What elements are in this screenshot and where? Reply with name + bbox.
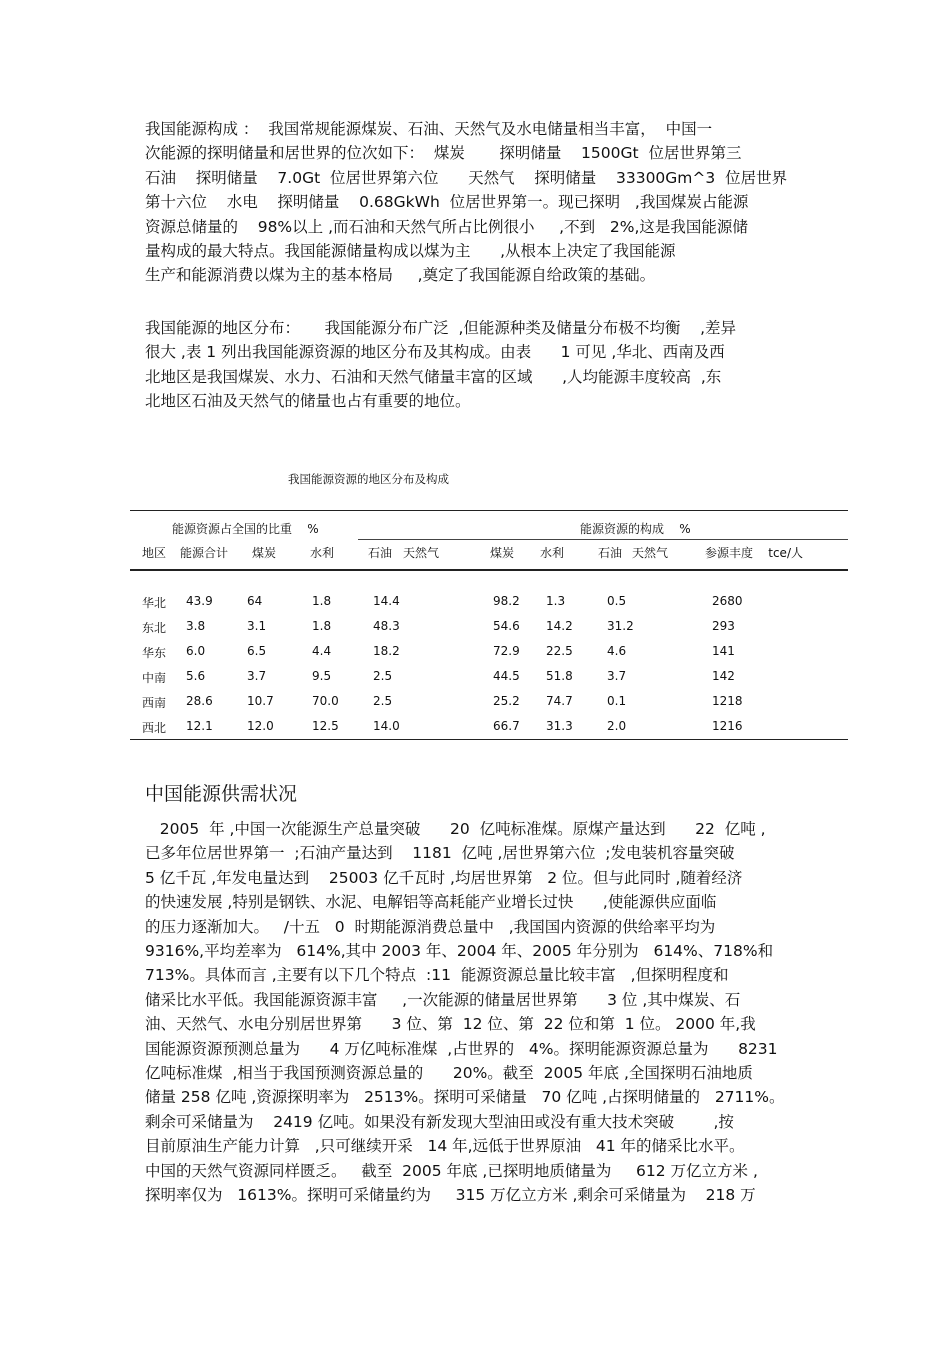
table-cell: 1216 xyxy=(712,719,743,733)
table-cell: 28.6 xyxy=(186,694,213,708)
table-cell: 70.0 xyxy=(312,694,339,708)
text-line: 国能源资源预测总量为 4 万亿吨标准煤 ,占世界的 4%。探明能源资源总量为 8231 xyxy=(145,1039,778,1058)
region-cell: 华北 xyxy=(142,596,167,610)
table-cell: 64 xyxy=(247,594,263,608)
table-cell: 3.7 xyxy=(247,669,267,683)
text-line: 目前原油生产能力计算 ,只可继续开采 14 年,远低于世界原油 41 年的储采比水平。 xyxy=(145,1137,745,1156)
text-line: 我国能源的地区分布： 我国能源分布广泛 ,但能源种类及储量分布极不均衡 ,差异 xyxy=(145,319,737,337)
text-line: 的快速发展 ,特别是钢铁、水泥、电解铝等高耗能产业增长过快 ,使能源供应面临 xyxy=(145,893,717,912)
paragraph-energy-composition xyxy=(145,117,815,288)
text-line: 亿吨标准煤 ,相当于我国预测资源总量的 20%。截至 2005 年底 ,全国探明石油地质 xyxy=(145,1064,753,1083)
table-cell: 3.1 xyxy=(247,619,267,633)
table-cell: 31.3 xyxy=(546,719,573,733)
column-header: 地区 xyxy=(142,546,167,560)
group-header-composition: 能源资源的构成 % xyxy=(580,522,691,536)
region-cell: 东北 xyxy=(142,621,167,635)
table-cell: 2.5 xyxy=(373,669,393,683)
region-cell: 西南 xyxy=(142,696,167,710)
table-cell: 142 xyxy=(712,669,735,683)
region-cell: 西北 xyxy=(142,721,167,735)
region-cell: 中南 xyxy=(142,671,167,685)
text-line: 北地区是我国煤炭、水力、石油和天然气储量丰富的区域 ,人均能源丰度较高 ,东 xyxy=(145,367,722,386)
section-title: 中国能源供需状况 xyxy=(145,783,298,805)
column-header: 天然气 xyxy=(632,546,669,560)
table-cell: 98.2 xyxy=(493,594,520,608)
table-cell: 14.0 xyxy=(373,719,400,733)
text-line: 我国能源构成 ： 我国常规能源煤炭、石油、天然气及水电储量相当丰富， 中国一 xyxy=(145,120,713,138)
table-cell: 10.7 xyxy=(247,694,274,708)
text-line: 储量 258 亿吨 ,资源探明率为 2513%。探明可采储量 70 亿吨 ,占探明储量的 2711%。 xyxy=(145,1088,785,1107)
column-header: 石油 xyxy=(368,546,393,560)
table-cell: 9.5 xyxy=(312,669,332,683)
paragraph-regional-distribution xyxy=(145,316,815,414)
text-line: 剩余可采储量为 2419 亿吨。如果没有新发现大型油田或没有重大技术突破 ,按 xyxy=(145,1112,734,1131)
table-cell: 6.0 xyxy=(186,644,206,658)
table-top-rule xyxy=(130,510,848,511)
text-line: 探明率仅为 1613%。探明可采储量约为 315 万亿立方米 ,剩余可采储量为 218 万 xyxy=(145,1186,756,1205)
table-cell: 54.6 xyxy=(493,619,520,633)
text-line: 5 亿千瓦 ,年发电量达到 25003 亿千瓦时 ,均居世界第 2 位。但与此同时 ,随着经济 xyxy=(145,868,743,887)
table-cell: 66.7 xyxy=(493,719,520,733)
table-bottom-rule xyxy=(130,739,848,740)
table-cell: 51.8 xyxy=(546,669,573,683)
table-cell: 2.5 xyxy=(373,694,393,708)
table-cell: 14.4 xyxy=(373,594,400,608)
table-cell: 3.7 xyxy=(607,669,627,683)
table-cell: 43.9 xyxy=(186,594,213,608)
table-cell: 31.2 xyxy=(607,619,634,633)
table-cell: 72.9 xyxy=(493,644,520,658)
column-header: 天然气 xyxy=(403,546,440,560)
text-line: 生产和能源消费以煤为主的基本格局 ,奠定了我国能源自给政策的基础。 xyxy=(145,266,656,285)
text-line: 储采比水平低。我国能源资源丰富 ,一次能源的储量居世界第 3 位 ,其中煤炭、石 xyxy=(145,990,741,1009)
region-cell: 华东 xyxy=(142,646,167,660)
text-line: 中国的天然气资源同样匮乏。 截至 2005 年底 ,已探明地质储量为 612 万亿立方米 , xyxy=(145,1161,758,1180)
text-line: 石油 探明储量 7.0Gt 位居世界第六位 天然气 探明储量 33300Gm^3 位居世界 xyxy=(145,168,788,187)
column-header: 水利 xyxy=(540,546,565,560)
column-header: 水利 xyxy=(310,546,335,560)
table-cell: 1218 xyxy=(712,694,743,708)
group-divider-rule xyxy=(358,539,848,540)
table-cell: 12.1 xyxy=(186,719,213,733)
text-line: 资源总储量的 98%以上 ,而石油和天然气所占比例很小 ,不到 2%,这是我国能源储 xyxy=(145,217,748,236)
text-line: 很大 ,表 1 列出我国能源资源的地区分布及其构成。由表 1 可见 ,华北、西南及西 xyxy=(145,343,725,362)
table-cell: 1.3 xyxy=(546,594,566,608)
paragraph-supply-demand xyxy=(145,817,815,1208)
table-cell: 0.1 xyxy=(607,694,627,708)
text-line: 的压力逐渐加大。 /十五 0 时期能源消费总量中 ,我国国内资源的供给率平均为 xyxy=(145,917,716,936)
table-cell: 0.5 xyxy=(607,594,627,608)
column-header: 石油 xyxy=(598,546,623,560)
table-cell: 2.0 xyxy=(607,719,627,733)
text-line: 713%。具体而言 ,主要有以下几个特点 :11 能源资源总量比较丰富 ,但探明程度和 xyxy=(145,966,729,985)
table-cell: 5.6 xyxy=(186,669,206,683)
table-cell: 6.5 xyxy=(247,644,267,658)
text-line: 2005 年 ,中国一次能源生产总量突破 20 亿吨标准煤。原煤产量达到 22 亿吨 , xyxy=(145,820,766,838)
table-cell: 12.0 xyxy=(247,719,274,733)
table-cell: 2680 xyxy=(712,594,743,608)
table-cell: 4.6 xyxy=(607,644,627,658)
group-header-share: 能源资源占全国的比重 % xyxy=(172,522,319,536)
header-bottom-rule xyxy=(130,569,848,571)
table-cell: 12.5 xyxy=(312,719,339,733)
table-cell: 48.3 xyxy=(373,619,400,633)
text-line: 第十六位 水电 探明储量 0.68GkWh 位居世界第一。现已探明 ,我国煤炭占能源 xyxy=(145,193,749,212)
text-line: 9316%,平均差率为 614%,其中 2003 年、2004 年、2005 年分别为 614%、718%和 xyxy=(145,942,774,961)
column-header: 参源丰度 tce/人 xyxy=(705,546,803,560)
table-cell: 141 xyxy=(712,644,735,658)
table-cell: 74.7 xyxy=(546,694,573,708)
text-line: 油、天然气、水电分别居世界第 3 位、第 12 位、第 22 位和第 1 位。 2000 年,我 xyxy=(145,1015,756,1034)
table-cell: 25.2 xyxy=(493,694,520,708)
text-line: 已多年位居世界第一 ;石油产量达到 1181 亿吨 ,居世界第六位 ;发电装机容量突破 xyxy=(145,844,735,863)
table-cell: 1.8 xyxy=(312,594,332,608)
table-cell: 22.5 xyxy=(546,644,573,658)
column-header: 煤炭 xyxy=(490,546,515,560)
table-cell: 14.2 xyxy=(546,619,573,633)
energy-distribution-table xyxy=(130,510,848,740)
text-line: 北地区石油及天然气的储量也占有重要的地位。 xyxy=(145,392,471,411)
table-cell: 44.5 xyxy=(493,669,520,683)
table-cell: 3.8 xyxy=(186,619,206,633)
table-cell: 1.8 xyxy=(312,619,332,633)
table-cell: 18.2 xyxy=(373,644,400,658)
text-line: 次能源的探明储量和居世界的位次如下： 煤炭 探明储量 1500Gt 位居世界第三 xyxy=(145,144,742,163)
table-cell: 4.4 xyxy=(312,644,332,658)
table-cell: 293 xyxy=(712,619,735,633)
table-caption: 我国能源资源的地区分布及构成 xyxy=(288,472,449,486)
column-header: 能源合计 xyxy=(180,546,229,560)
column-header: 煤炭 xyxy=(252,546,277,560)
text-line: 量构成的最大特点。我国能源储量构成以煤为主 ,从根本上决定了我国能源 xyxy=(145,242,676,261)
